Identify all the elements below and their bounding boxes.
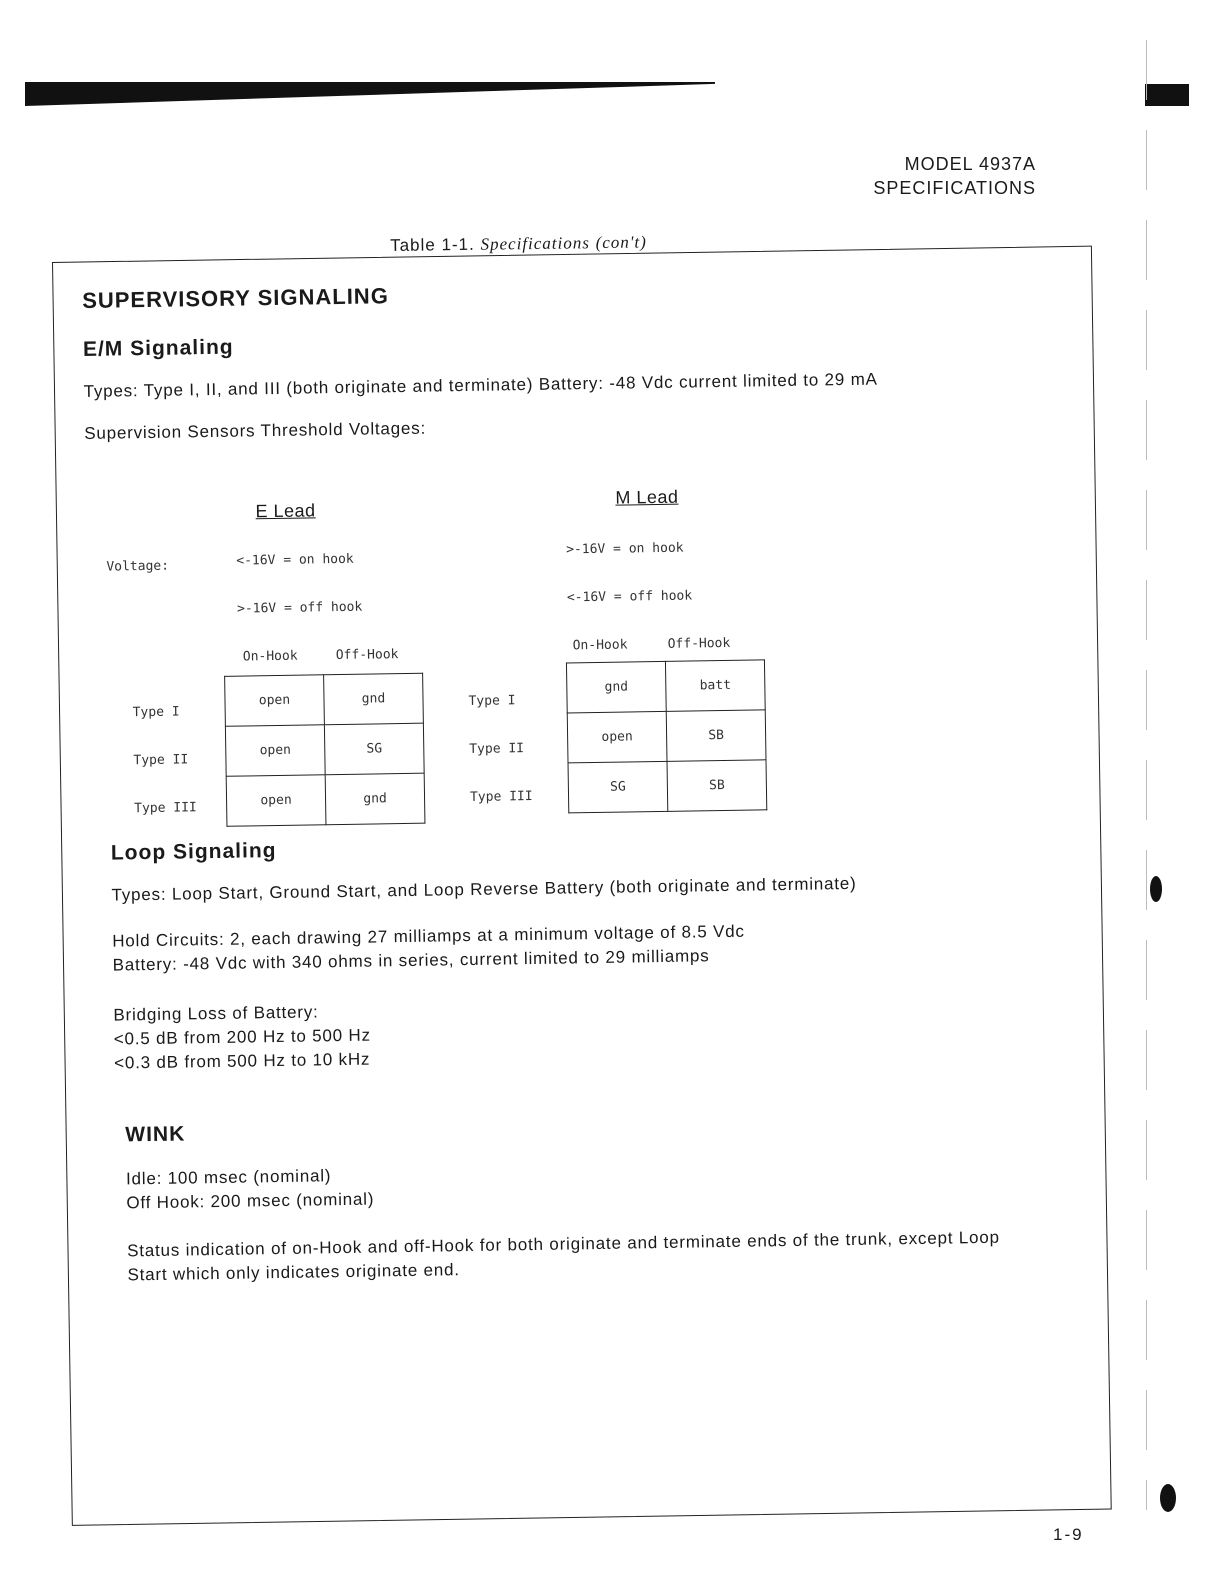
header-title: SPECIFICATIONS — [873, 178, 1036, 198]
e-lead-voltage-on: <-16V = on hook — [236, 551, 354, 569]
voltage-label: Voltage: — [106, 558, 170, 575]
table-row — [567, 710, 766, 763]
table-row — [566, 660, 765, 713]
top-black-bar — [25, 82, 715, 106]
e-lead-row-label: Type I — [132, 704, 180, 721]
status-indication: Status indication of on-Hook and off-Hook for both originate and terminate ends of the trunk, except Loop Start which only indicates originate end. — [126, 1227, 1000, 1285]
table-title: Specifications — [480, 233, 591, 254]
e-lead-title: E Lead — [255, 500, 316, 522]
page-number: 1-9 — [1053, 1525, 1084, 1544]
m-lead-voltage-off: <-16V = off hook — [566, 588, 693, 606]
m-type2-off: SB — [666, 710, 766, 762]
m-lead-col-on-hook: On-Hook — [572, 637, 628, 654]
e-lead-col-on-hook: On-Hook — [242, 648, 298, 665]
bridging-loss-high: <0.3 dB from 500 Hz to 10 kHz — [114, 1049, 371, 1073]
loop-signaling-block — [111, 827, 1025, 1075]
m-lead-col-off-hook: Off-Hook — [667, 635, 731, 652]
e-lead-voltage-off: >-16V = off hook — [236, 599, 363, 617]
m-lead-table — [566, 659, 767, 813]
em-signaling-title: E/M Signaling — [82, 335, 234, 361]
section-title: SUPERVISORY SIGNALING — [82, 283, 390, 313]
top-right-black-tab — [1145, 84, 1189, 106]
m-type1-off: batt — [665, 660, 765, 712]
binder-hole-mark — [1150, 876, 1162, 902]
e-type3-off: gnd — [325, 773, 425, 825]
wink-idle: Idle: 100 msec (nominal) — [125, 1166, 332, 1189]
m-lead-voltage-on: >-16V = on hook — [566, 540, 684, 558]
binder-hole-mark — [1160, 1484, 1176, 1512]
hold-circuits: Hold Circuits: 2, each drawing 27 milliamps at a minimum voltage of 8.5 Vdc — [112, 921, 745, 951]
e-type3-on: open — [226, 775, 326, 827]
e-lead-col-off-hook: Off-Hook — [335, 647, 399, 664]
wink-title: WINK — [125, 1122, 186, 1147]
em-types: Types: Type I, II, and III (both originate and terminate) Battery: -48 Vdc current limited to 29 mA — [83, 369, 878, 401]
m-lead-row-label: Type II — [469, 741, 525, 757]
table-continued: (con't) — [595, 232, 647, 253]
loop-types: Types: Loop Start, Ground Start, and Loop Reverse Battery (both originate and terminate) — [111, 873, 857, 905]
e-type2-on: open — [225, 725, 325, 777]
bridging-loss: Bridging Loss of Battery: — [113, 1002, 319, 1025]
specifications-content — [82, 273, 1028, 1287]
em-lead-tables — [85, 441, 1020, 817]
table-row — [225, 723, 424, 776]
em-sensors: Supervision Sensors Threshold Voltages: — [84, 418, 427, 443]
m-type3-on: SG — [568, 761, 668, 813]
table-number: Table 1-1. — [390, 234, 475, 255]
e-lead-row-label: Type II — [133, 752, 189, 769]
table-row — [225, 673, 424, 726]
bridging-loss-low: <0.5 dB from 200 Hz to 500 Hz — [113, 1025, 371, 1049]
m-lead-title: M Lead — [615, 486, 679, 508]
model-number: MODEL 4937A — [904, 154, 1036, 174]
e-lead-table — [224, 673, 425, 827]
m-lead-row-label: Type I — [468, 693, 516, 709]
e-type1-on: open — [225, 675, 325, 727]
binder-edge-line — [1146, 40, 1147, 1510]
m-type3-off: SB — [667, 760, 767, 812]
e-lead-row-label: Type III — [134, 800, 197, 817]
wink-off-hook: Off Hook: 200 msec (nominal) — [126, 1189, 375, 1213]
table-row — [568, 760, 767, 813]
loop-signaling-title: Loop Signaling — [110, 839, 277, 865]
table-row — [226, 773, 425, 826]
m-type2-on: open — [567, 711, 667, 763]
document-header — [873, 152, 1036, 200]
m-type1-on: gnd — [566, 661, 666, 713]
e-type1-off: gnd — [324, 673, 424, 725]
m-lead-row-label: Type III — [469, 788, 533, 805]
e-type2-off: SG — [324, 723, 424, 775]
wink-block — [125, 1109, 1027, 1287]
loop-battery: Battery: -48 Vdc with 340 ohms in series, current limited to 29 milliamps — [112, 946, 710, 975]
